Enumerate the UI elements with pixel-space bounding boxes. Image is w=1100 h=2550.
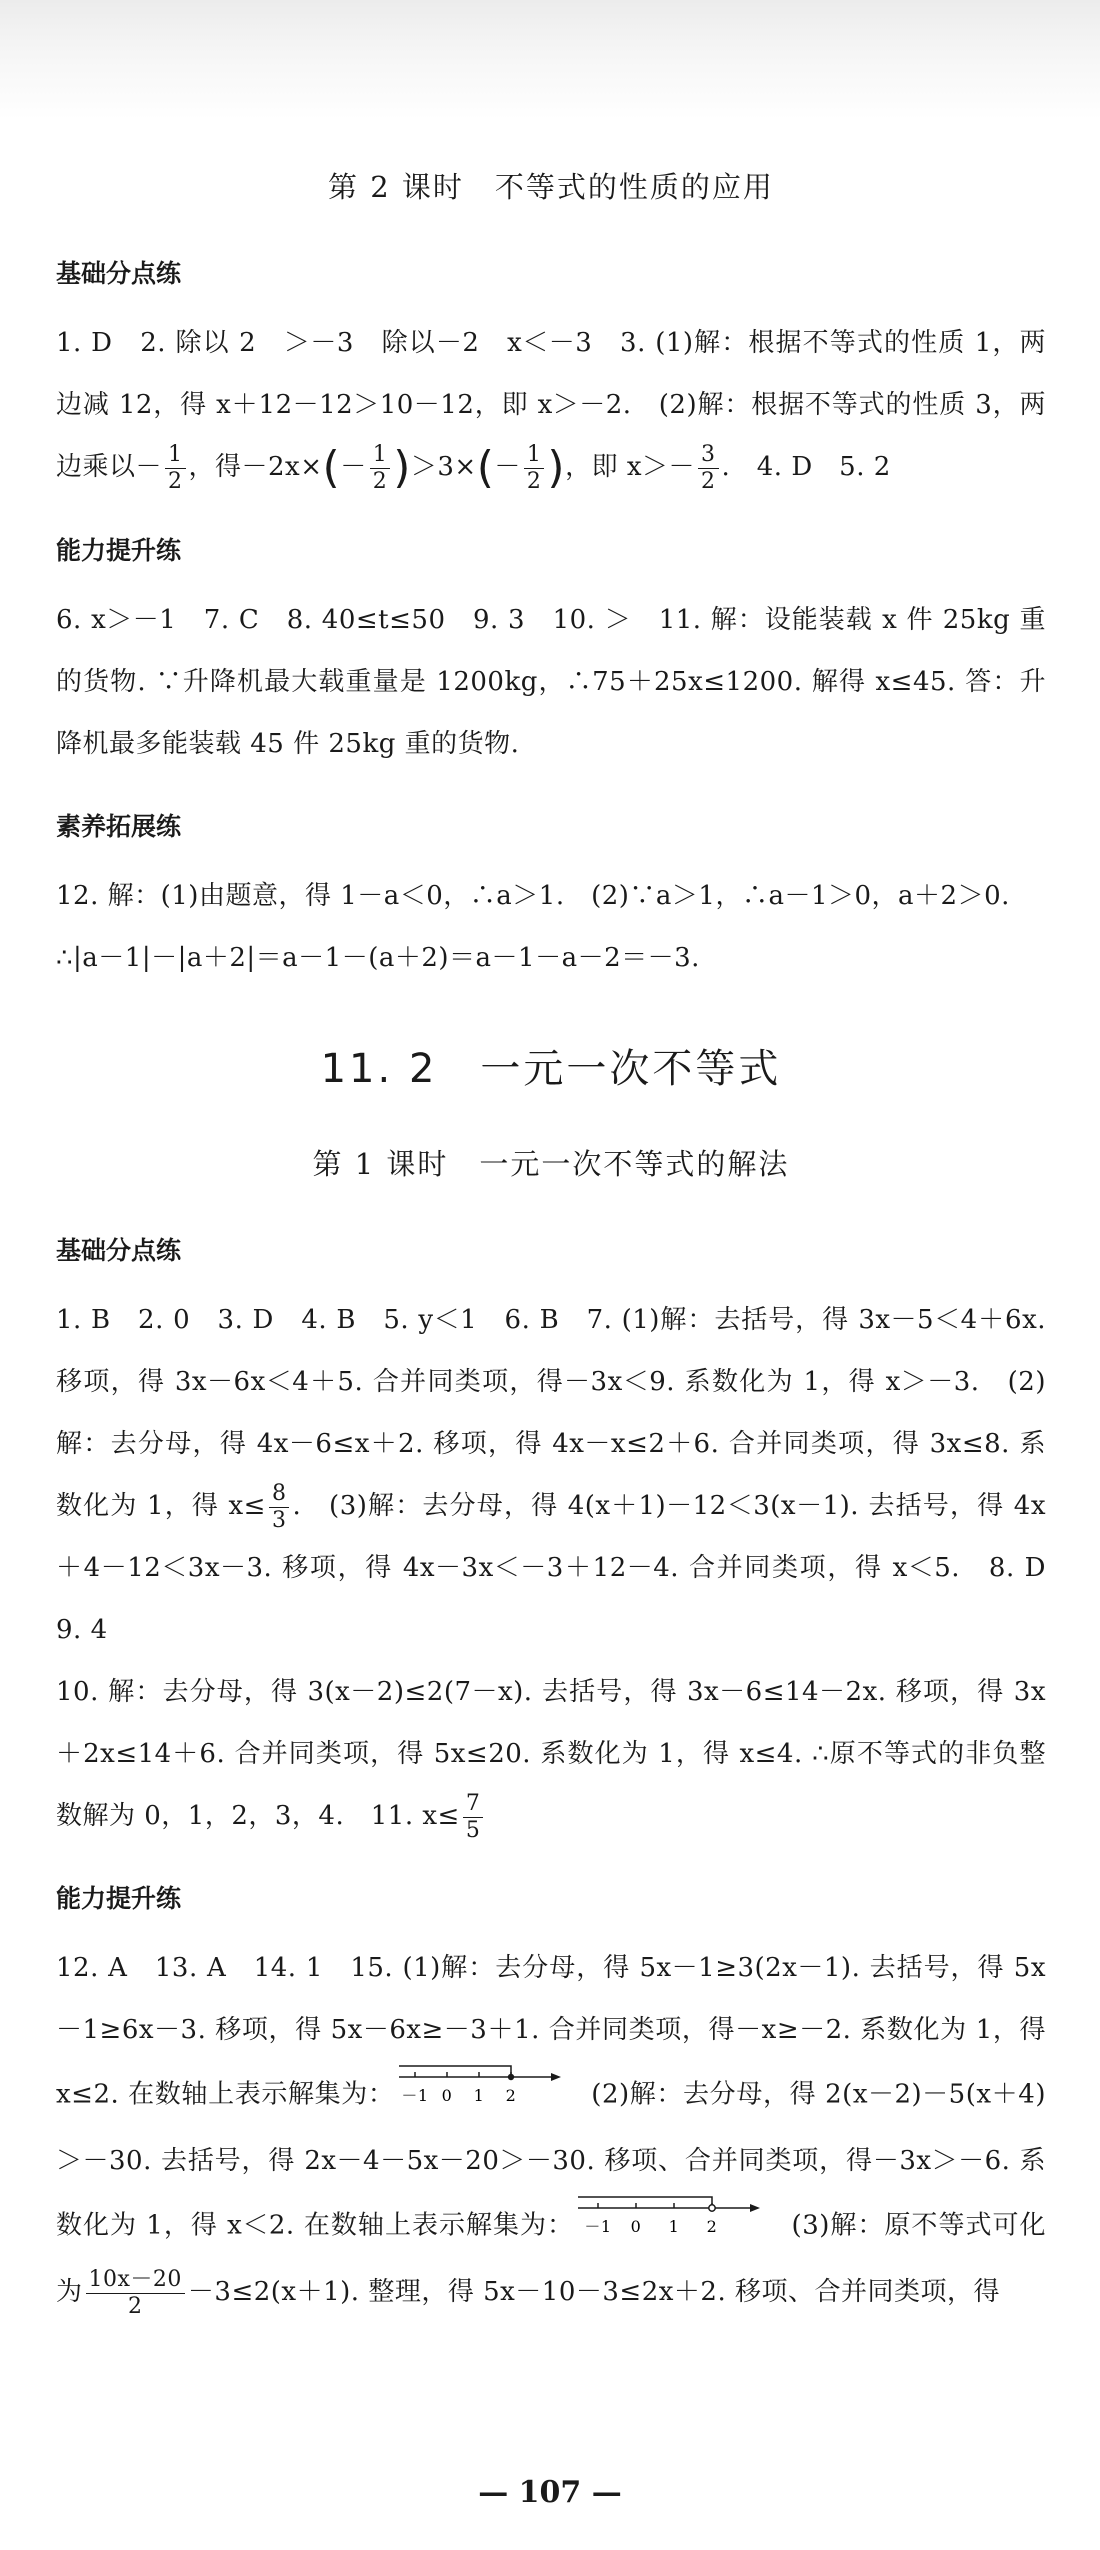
lesson-1-basic-heading: 基础分点练 <box>56 1236 182 1265</box>
fraction: $\frac{10x-20}{2}$ <box>86 2267 185 2320</box>
number-line-1 <box>395 2061 565 2130</box>
fraction: $\frac{1}{2}$ <box>524 442 545 495</box>
lesson-2-expand-answers: 12. 解：(1)由题意，得 1－a＜0，∴a＞1. (2)∵a＞1，∴a－1＞0，a＋2＞0. ∴|a－1|－|a＋2|＝a－1－(a＋2)＝a－1－a－2＝－3. <box>56 881 1010 973</box>
page-number: — 107 — <box>478 2475 622 2510</box>
fraction: $\frac{1}{2}$ <box>370 442 391 495</box>
lesson-2-title: 第 2 课时 不等式的性质的应用 <box>328 170 774 204</box>
lesson-2-ability-answers: 6. x＞－1 7. C 8. 40≤t≤50 9. 3 10. ＞ 11. 解：设能装载 x 件 25kg 重的货物. ∵升降机最大载重量是 1200kg，∴75＋25x≤1200. 解得 x≤45. 答：升降机最多能装载 45 件 25kg 重的货物. <box>56 605 1046 759</box>
fraction: $\frac{3}{2}$ <box>698 442 719 495</box>
chapter-title: 11. 2 一元一次不等式 <box>320 1046 782 1092</box>
fraction: $\frac{7}{5}$ <box>463 1791 484 1844</box>
lesson-1-ability-heading: 能力提升练 <box>56 1884 182 1913</box>
svg-text:0: 0 <box>441 2086 452 2105</box>
svg-text:0: 0 <box>630 2217 642 2236</box>
lesson-1-ability-answers: 12. A 13. A 14. 1 15. (1)解：去分母，得 5x－1≥3(2x－1). 去括号，得 5x－1≥6x－3. 移项，得 5x－6x≥－3＋1. 合并同类项，得－x≥－2. 系数化为 1，得 x≤2. 在数轴上表示解集为： －1 0 1 2 (2)解：去分母，得 2(x－2)－5(x＋4)＞－30. 去括号，得 2x－4－5x－20＞－30. 移项、合并同类项，得－3x＞－6. 系数化为 1，得 x＜2. 在数轴上表示解集为： －1 0 1 2 (3)解：原不等式可化为 $\frac{10x-20}{2}$ －3≤2(x＋1). 整理，得 5x－10－3≤2x＋2. 移项、合并同类项，得 <box>56 1953 1046 2319</box>
fraction: $\frac{8}{3}$ <box>269 1481 290 1534</box>
lesson-2-ability-heading: 能力提升练 <box>56 536 182 565</box>
lesson-2-basic-heading: 基础分点练 <box>56 259 182 288</box>
svg-text:2: 2 <box>706 2217 718 2236</box>
lesson-2-expand-heading: 素养拓展练 <box>56 812 182 841</box>
svg-text:1: 1 <box>473 2086 484 2105</box>
lesson-1-title: 第 1 课时 一元一次不等式的解法 <box>312 1147 790 1181</box>
svg-text:2: 2 <box>505 2086 516 2105</box>
lesson-2-basic-answers: 1. D 2. 除以 2 ＞－3 除以－2 x＜－3 3. (1)解：根据不等式的性质 1，两边减 12，得 x＋12－12＞10－12，即 x＞－2. (2)解：根据不等式的性质 3，两边乘以－ $\frac{1}{2}$ ，得－2x×(－ $\frac{1}{2}$ )＞3×(－ $\frac{1}{2}$ )，即 x＞－ $\frac{3}{2}$ . 4. D 5. 2 <box>56 328 1046 494</box>
svg-text:－1: －1 <box>584 2217 612 2236</box>
svg-text:1: 1 <box>668 2217 680 2236</box>
number-line-2 <box>574 2192 764 2261</box>
svg-text:－1: －1 <box>400 2086 429 2105</box>
lesson-1-basic-answers: 1. B 2. 0 3. D 4. B 5. y＜1 6. B 7. (1)解：去括号，得 3x－5＜4＋6x. 移项，得 3x－6x＜4＋5. 合并同类项，得－3x＜9. 系数化为 1，得 x＞－3. (2)解：去分母，得 4x－6≤x＋2. 移项，得 4x－x≤2＋6. 合并同类项，得 3x≤8. 系数化为 1，得 x≤ $\frac{8}{3}$ . (3)解：去分母，得 4(x＋1)－12＜3(x－1). 去括号，得 4x＋4－12＜3x－3. 移项，得 4x－3x＜－3＋12－4. 合并同类项，得 x＜5. 8. D 9. 4 10. 解：去分母，得 3(x－2)≤2(7－x). 去括号，得 3x－6≤14－2x. 移项，得 3x＋2x≤14＋6. 合并同类项，得 5x≤20. 系数化为 1，得 x≤4. ∴原不等式的非负整数解为 0，1，2，3，4. 11. x≤ $\frac{7}{5}$ <box>56 1305 1073 1843</box>
fraction: $\frac{1}{2}$ <box>165 442 186 495</box>
page-header-band <box>0 0 1100 120</box>
page-content <box>56 165 1073 2355</box>
